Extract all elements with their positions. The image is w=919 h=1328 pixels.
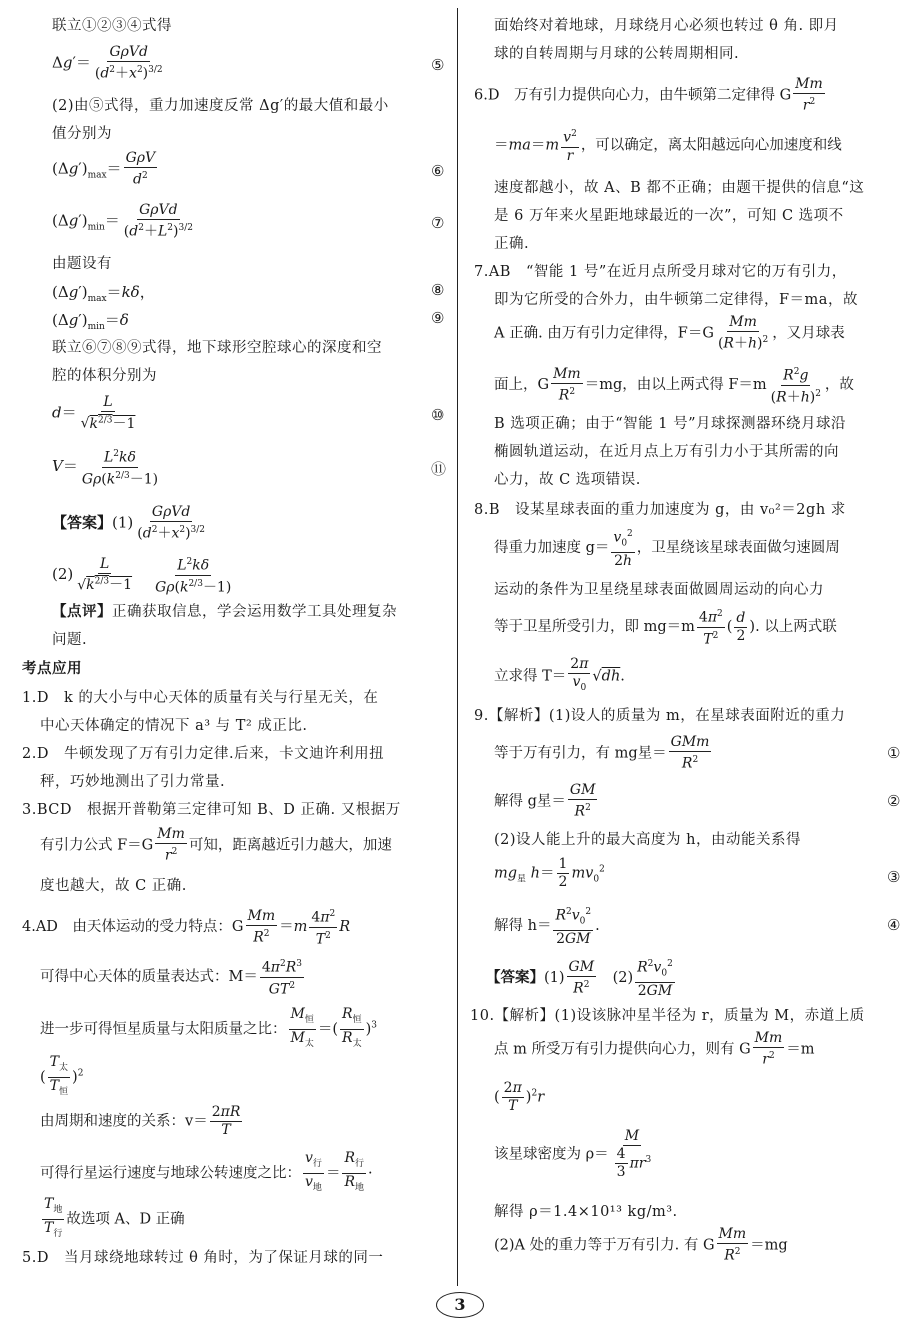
text-line: 10.【解析】(1)设该脉冲星半径为 r，质量为 M，赤道上质	[470, 1008, 865, 1024]
text-line: 可得行星运行速度与地球公转速度之比： $\frac{v_行}{v_地}$ ＝ $\frac{R_行}{R_地}$ ·	[40, 1150, 373, 1193]
text-line: B 选项正确；由于“智能 1 号”月球探测器环绕月球沿	[494, 416, 847, 432]
text-line: $\frac{T_地}{T_行}$ 故选项 A、D 正确	[44, 1196, 185, 1239]
equation-number: ④	[887, 916, 901, 934]
text-line: 4.AD 由天体运动的受力特点：G $\frac{Mm}{R^2}$ ＝m $\frac{4\pi^2}{T^2}$ R	[22, 907, 351, 948]
comment-text: 正确获取信息，学会运用数学工具处理复杂	[112, 604, 397, 620]
equation-line: ( $\frac{2\pi}{T}$ )$^2$r	[494, 1080, 545, 1114]
equation-number: ②	[887, 792, 901, 810]
comment	[52, 602, 397, 622]
text-line: 是 6 万年来火星距地球最近的一次”，可知 C 选项不	[494, 208, 844, 224]
equation-7: $(\Delta g')_{min}=$ $\frac{\text{GρVd}}{(d^2+L^2)^{3/2}}$	[52, 202, 193, 240]
text-line: 速度都越小，故 A、B 都不正确；由题干提供的信息“这	[494, 180, 865, 196]
text-line: 问题.	[52, 632, 88, 648]
equation-number: ⑧	[431, 281, 445, 299]
text-line: 球的自转周期与月球的公转周期相同.	[494, 46, 740, 62]
text-line: 8.B 设某星球表面的重力加速度为 g，由 v₀²＝2gh 求	[474, 502, 846, 518]
equation-number: ⑩	[431, 406, 445, 424]
text-line: (2)由⑤式得，重力加速度反常 Δg′的最大值和最小	[52, 98, 389, 114]
text-line: 5.D 当月球绕地球转过 θ 角时，为了保证月球的同一	[22, 1250, 384, 1266]
text-line: 6.D 万有引力提供向心力，由牛顿第二定律得 G $\frac{Mm}{r^2}$	[474, 76, 823, 114]
text-line: ＝ma＝m $\frac{v^2}{r}$ ，可以确定，离太阳越远向心加速度和线	[494, 126, 842, 165]
text-line: 运动的条件为卫星绕星球表面做圆周运动的向心力	[494, 582, 824, 598]
text-line: 1.D k 的大小与中心天体的质量有关与行星无关，在	[22, 690, 379, 706]
text-line: 中心天体确定的情况下 a³ 与 T² 成正比.	[40, 718, 308, 734]
page-number: 3	[436, 1292, 484, 1318]
text-line: 解得 g星＝ $\frac{GM}{R^2}$	[494, 782, 596, 820]
equation-number: ③	[887, 868, 901, 886]
text-line: A 正确. 由万有引力定律得，F＝G $\frac{Mm}{(R+h)^2}$ ，又月球表	[494, 314, 845, 352]
text-line: 等于万有引力，有 mg星＝ $\frac{\text{GMm}}{R^2}$	[494, 734, 710, 772]
text-line: 9.【解析】(1)设人的质量为 m，在星球表面附近的重力	[474, 708, 846, 724]
answer-tag: 【答案】	[52, 513, 113, 532]
text-line: 等于卫星所受引力，即 mg＝m $\frac{4\pi^2}{T^2}$ ( $\frac{d}{2}$ ). 以上两式联	[494, 606, 837, 648]
equation-number: ⑪	[431, 460, 447, 478]
equation-5: Δg′＝ $\frac{\text{GρVd}}{(d^2+x^2)^{3/2}}$	[52, 44, 163, 82]
text-line: 有引力公式 F＝G $\frac{Mm}{r^2}$ 可知，距离越近引力越大，加速	[40, 826, 392, 864]
equation-number: ⑥	[431, 162, 445, 180]
answer-label: (2)	[52, 565, 74, 584]
equation-10: d＝ $\frac{L}{√k^{2/3}-1}$	[52, 394, 136, 432]
text-line: 2.D 牛顿发现了万有引力定律.后来，卡文迪许利用扭	[22, 746, 385, 762]
text-line: 椭圆轨道运动，在近月点上万有引力小于其所需的向	[494, 444, 839, 460]
column-divider	[457, 8, 458, 1286]
text-line: 面上，G $\frac{Mm}{R^2}$ ＝mg，由以上两式得 F＝m $\frac{R^2g}{(R+h)^2}$ ，故	[494, 365, 854, 406]
equation-number: ⑨	[431, 309, 445, 327]
section-heading: 考点应用	[22, 661, 82, 677]
text-line: 度也越大，故 C 正确.	[40, 878, 187, 894]
equation-number: ⑦	[431, 214, 445, 232]
text-line: 7.AB “智能 1 号”在近月点所受月球对它的万有引力，	[474, 264, 847, 280]
text-line: 即为它所受的合外力，由牛顿第二定律得，F＝ma，故	[494, 292, 858, 308]
answer-label: (1)	[112, 513, 134, 532]
equation-number: ⑤	[431, 56, 445, 74]
text-line: 由题设有	[52, 256, 112, 272]
equation-11: V＝ $\frac{L^2k\delta}{G\rho(k^{2/3}-1)}$	[52, 446, 162, 488]
text-line: 进一步可得恒星质量与太阳质量之比： $\frac{M_恒}{M_太}$ ＝( $\frac{R_恒}{R_太}$ )$^3$	[40, 1006, 377, 1049]
text-line: 面始终对着地球，月球绕月心必须也转过 θ 角. 即月	[494, 18, 839, 34]
answer-1: 【答案】(1) $\frac{\text{GρVd}}{(d^2+x^2)^{3/2}}$	[52, 504, 206, 542]
text-line: (2)设人能上升的最大高度为 h，由动能关系得	[494, 832, 801, 848]
equation-9: $(\Delta g')_{min}=\delta$	[52, 311, 129, 332]
text-line: 立求得 T＝ $\frac{2\pi}{v_0}$ √dh.	[494, 656, 625, 693]
comment-tag: 【点评】	[52, 604, 112, 620]
answer-line: 【答案】(1) $\frac{GM}{R^2}$ (2) $\frac{R^2v_0^2}{2GM}$	[486, 956, 677, 1000]
text-line: (2)A 处的重力等于万有引力. 有 G $\frac{Mm}{R^2}$ ＝mg	[494, 1226, 788, 1264]
text-line: 联立①②③④式得	[52, 18, 172, 34]
text-line: 心力，故 C 选项错误.	[494, 472, 641, 488]
answer-2: (2) $\frac{L}{√k^{2/3}-1}$ $\frac{L^2k\delta}{G\rho(k^{2/3}-1)}$	[52, 555, 232, 596]
equation-number: ①	[887, 744, 901, 762]
equation-line: $mg_星$ h＝ $\frac{1}{2}$ $mv_0^2$	[494, 856, 605, 890]
text-line: 腔的体积分别为	[52, 368, 157, 384]
equation-6: $(\Delta g')_{max}=$ $\frac{\text{GρV}}{d^2}$	[52, 150, 156, 188]
text-line: 点 m 所受万有引力提供向心力，则有 G $\frac{Mm}{r^2}$ ＝m	[494, 1030, 815, 1068]
text-line: 可得中心天体的质量表达式：M＝ $\frac{4\pi^2R^3}{GT^2}$	[40, 956, 306, 998]
text-line: 3.BCD 根据开普勒第三定律可知 B、D 正确. 又根据万	[22, 802, 401, 818]
text-line: 秤，巧妙地测出了引力常量.	[40, 774, 226, 790]
text-line: 值分别为	[52, 126, 112, 142]
equation-8: $(\Delta g')_{max}=k\delta$，	[52, 283, 155, 304]
text-line: 联立⑥⑦⑧⑨式得，地下球形空腔球心的深度和空	[52, 340, 382, 356]
text-line: 解得 ρ＝1.4×10¹³ kg/m³.	[494, 1204, 678, 1220]
text-line: 解得 h＝ $\frac{R^2v_0^2}{2GM}$ .	[494, 904, 600, 948]
equation-line: ( $\frac{T_太}{T_恒}$ )$^2$	[40, 1054, 84, 1097]
text-line: 该星球密度为 ρ＝ M $\frac{4}{3}$ $\pi r^3$	[494, 1128, 652, 1180]
text-line: 得重力加速度 g＝ $\frac{v_0^2}{2h}$ ，卫星绕该星球表面做匀速圆周	[494, 526, 840, 570]
text-line: 由周期和速度的关系：v＝ $\frac{2\pi R}{T}$	[40, 1104, 241, 1138]
text-line: 正确.	[494, 236, 530, 252]
